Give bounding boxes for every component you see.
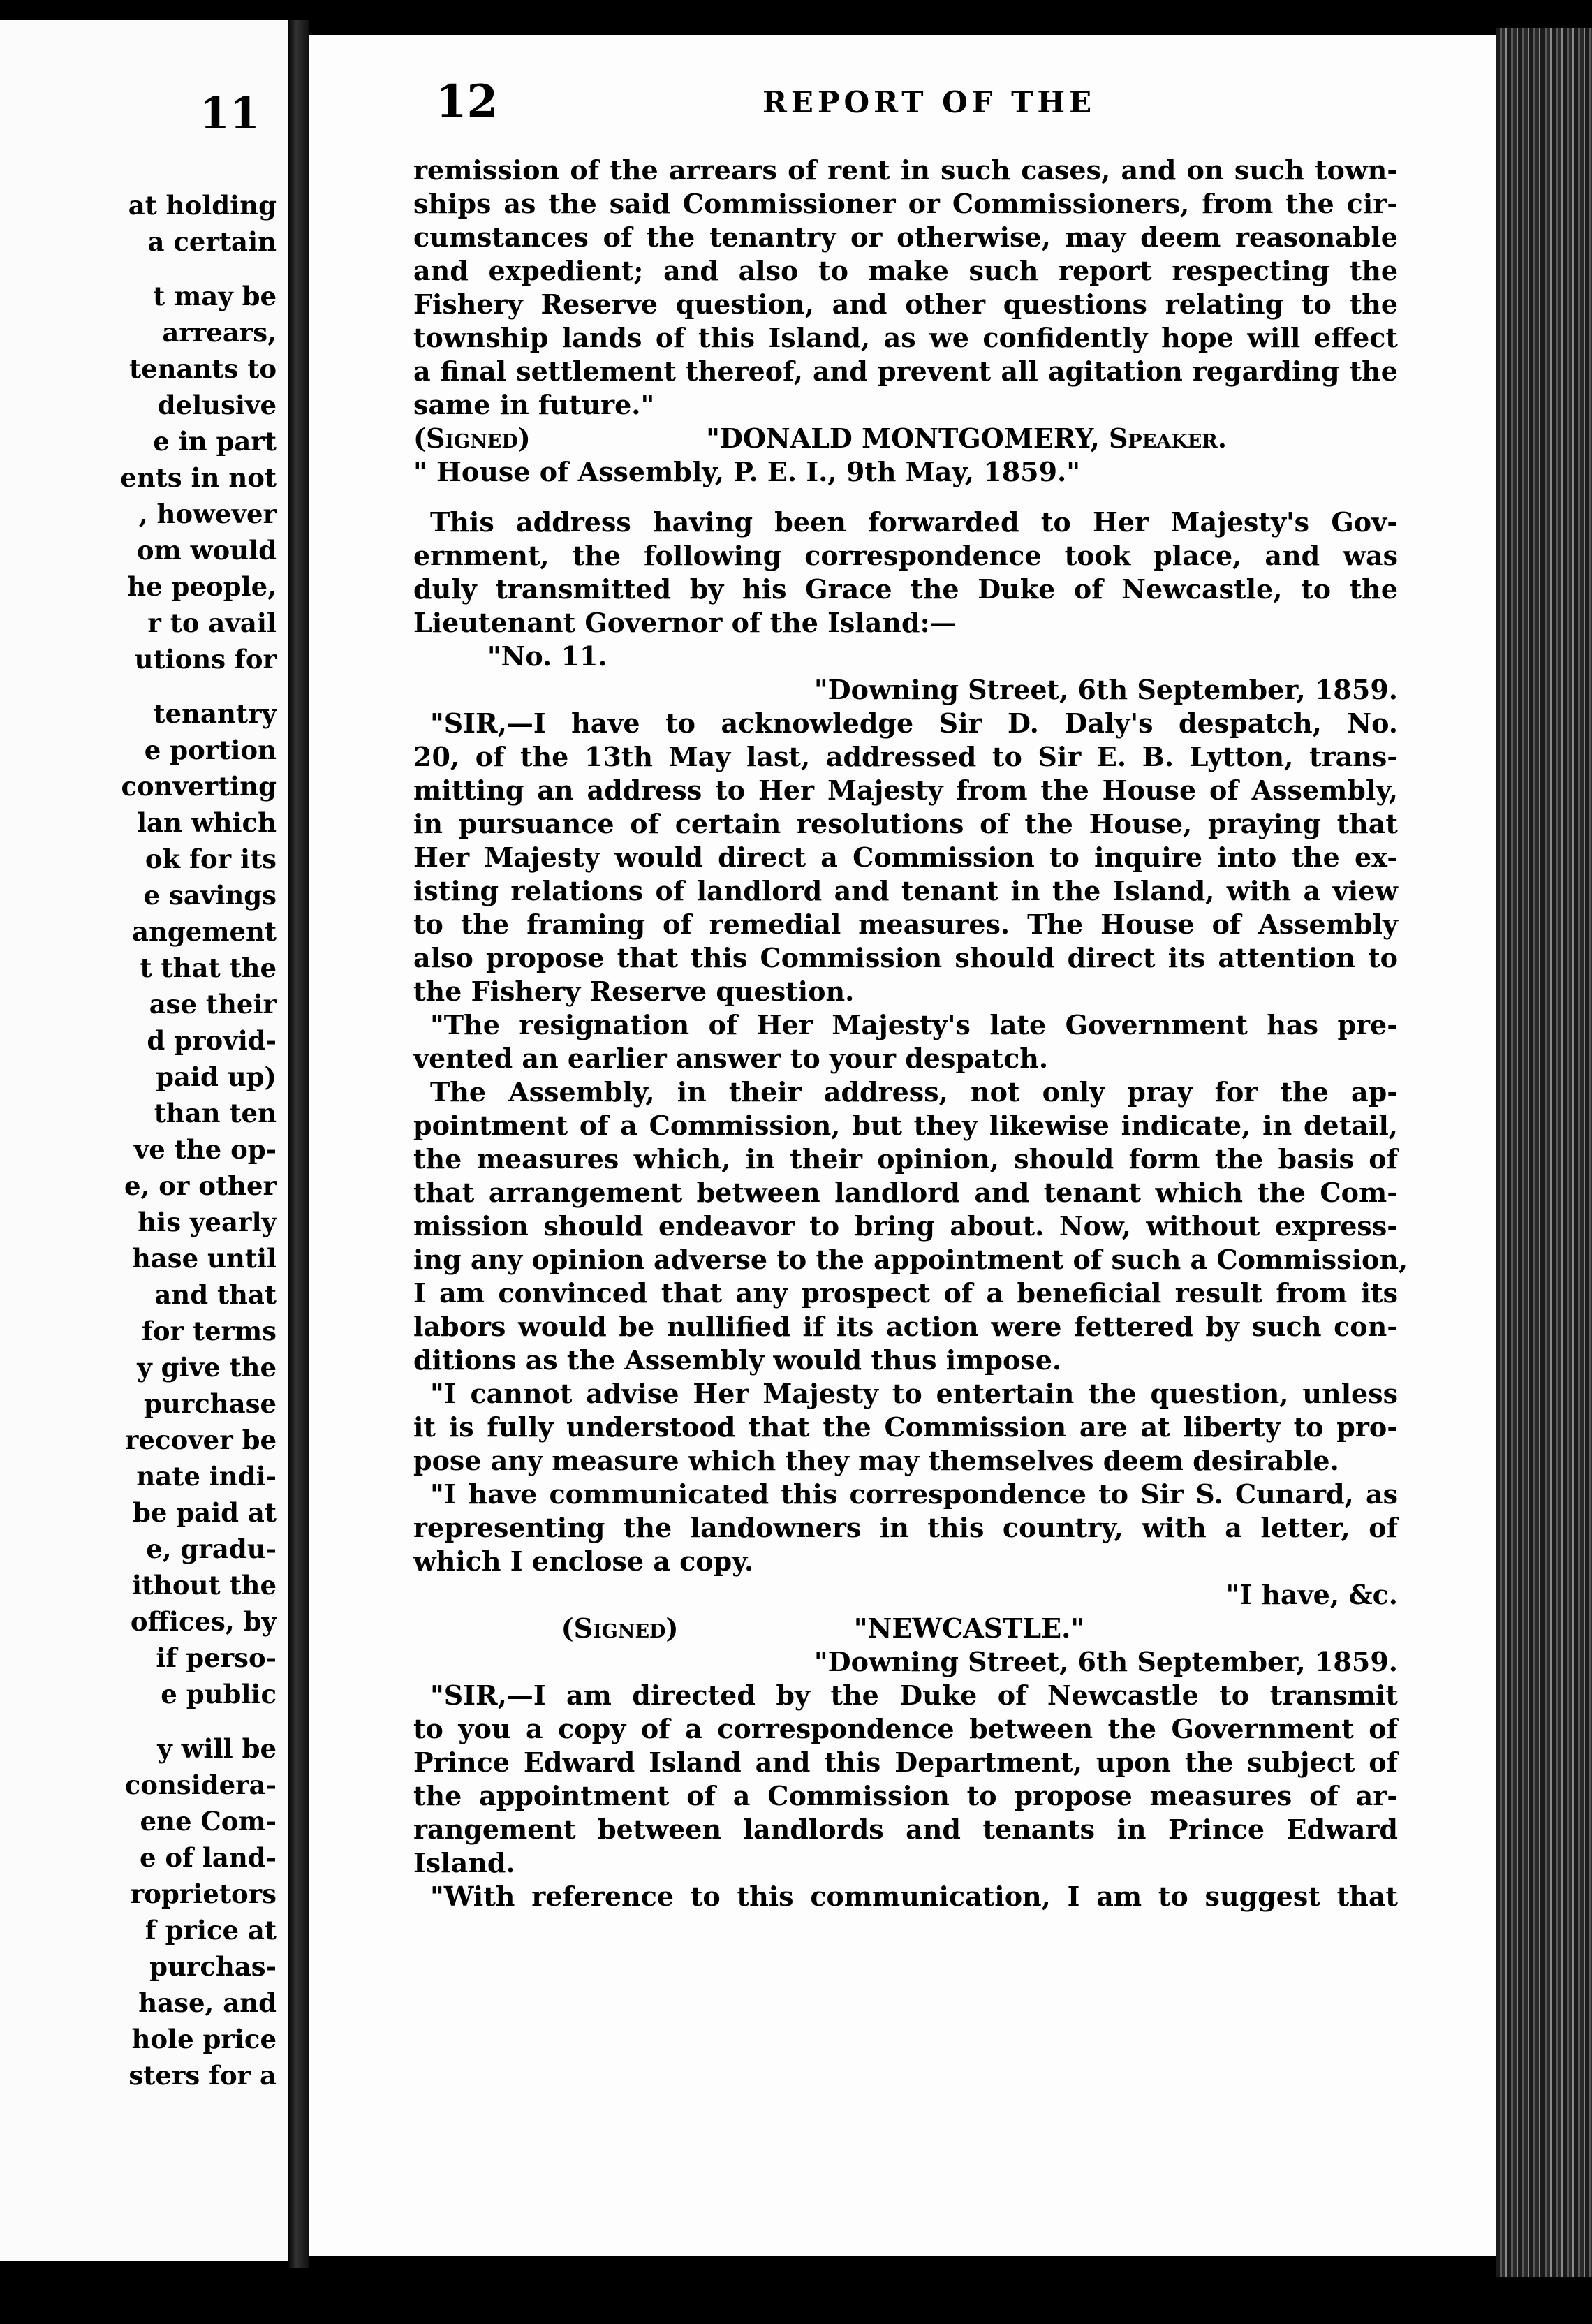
text-line: This address having been forwarded to Her Majesty's Gov- bbox=[430, 506, 1398, 538]
left-text-line: offices, by bbox=[130, 1606, 277, 1637]
text-line: remission of the arrears of rent in such cases, and on such town- bbox=[413, 154, 1398, 186]
left-text-line: ithout the bbox=[131, 1570, 277, 1601]
text-line: and expedient; and also to make such report respecting the bbox=[413, 255, 1398, 286]
line-gap bbox=[0, 1712, 277, 1730]
text-line: "The resignation of Her Majesty's late Government has pre- bbox=[430, 1009, 1398, 1040]
text-line: the appointment of a Commission to propose measures of ar- bbox=[413, 1780, 1398, 1811]
left-text-line: ents in not bbox=[120, 462, 277, 493]
text-line: Fishery Reserve question, and other questions relating to the bbox=[413, 288, 1398, 320]
book-edge bbox=[1496, 28, 1592, 2277]
text-line: mission should endeavor to bring about. Now, without express- bbox=[413, 1210, 1398, 1242]
text-line: representing the landowners in this country, with a letter, of bbox=[413, 1512, 1398, 1543]
text-line: to you a copy of a correspondence between the Government of bbox=[413, 1713, 1398, 1744]
left-page bbox=[0, 20, 292, 2261]
left-text-line: e, or other bbox=[124, 1170, 277, 1201]
text-line: also propose that this Commission should direct its attention to bbox=[413, 942, 1398, 973]
text-line: "I have, &c. bbox=[1225, 1579, 1398, 1610]
left-text-line: e portion bbox=[144, 735, 277, 765]
left-text-line: e public bbox=[161, 1679, 277, 1709]
left-text-line: hole price bbox=[131, 2024, 277, 2054]
left-text-line: purchas- bbox=[149, 1951, 277, 1982]
book-gutter bbox=[288, 20, 309, 2268]
text-line: the measures which, in their opinion, should form the basis of bbox=[413, 1143, 1398, 1175]
left-page-text bbox=[0, 187, 277, 2094]
text-line: "I cannot advise Her Majesty to entertain the question, unless bbox=[430, 1378, 1398, 1409]
left-text-line: nate indi- bbox=[136, 1461, 277, 1492]
left-text-line: for terms bbox=[141, 1316, 277, 1346]
left-text-line: considera- bbox=[124, 1770, 277, 1800]
left-text-line: and that bbox=[154, 1279, 277, 1310]
left-text-line: his yearly bbox=[138, 1207, 277, 1237]
left-text-line: ene Com- bbox=[140, 1806, 277, 1837]
left-text-line: hase, and bbox=[138, 1987, 277, 2018]
left-text-line: t that the bbox=[140, 953, 277, 983]
text-line: pointment of a Commission, but they likewise indicate, in detail, bbox=[413, 1110, 1398, 1141]
text-line: (Signed) "DONALD MONTGOMERY, Speaker. bbox=[413, 422, 1227, 454]
text-line: Lieutenant Governor of the Island:— bbox=[413, 607, 957, 638]
text-line: "SIR,—I am directed by the Duke of Newcastle to transmit bbox=[430, 1679, 1398, 1711]
left-text-line: if perso- bbox=[156, 1642, 277, 1673]
running-head: REPORT OF THE bbox=[762, 85, 1096, 119]
text-line: The Assembly, in their address, not only pray for the ap- bbox=[430, 1076, 1398, 1108]
text-line: 20, of the 13th May last, addressed to Sir E. B. Lytton, trans- bbox=[413, 741, 1398, 772]
text-line: duly transmitted by his Grace the Duke of Newcastle, to the bbox=[413, 573, 1398, 605]
text-line: labors would be nullified if its action were fettered by such con- bbox=[413, 1311, 1398, 1342]
left-text-line: tenantry bbox=[153, 698, 277, 729]
left-text-line: converting bbox=[121, 771, 277, 802]
left-text-line: ve the op- bbox=[133, 1134, 277, 1165]
left-text-line: t may be bbox=[153, 281, 277, 311]
text-line: ernment, the following correspondence took place, and was bbox=[413, 540, 1398, 571]
text-line: mitting an address to Her Majesty from the House of Assembly, bbox=[413, 774, 1398, 806]
text-line: Her Majesty would direct a Commission to inquire into the ex- bbox=[413, 841, 1398, 873]
line-gap bbox=[0, 260, 277, 278]
left-text-line: sters for a bbox=[128, 2060, 277, 2091]
left-text-line: om would bbox=[136, 535, 277, 566]
left-text-line: d provid- bbox=[147, 1025, 277, 1056]
text-line: that arrangement between landlord and tenant which the Com- bbox=[413, 1177, 1398, 1208]
left-text-line: utions for bbox=[134, 644, 277, 675]
main-page bbox=[309, 35, 1496, 2256]
text-line: Island. bbox=[413, 1847, 515, 1878]
left-text-line: purchase bbox=[143, 1388, 277, 1419]
left-text-line: hase until bbox=[131, 1243, 277, 1274]
text-line: it is fully understood that the Commission are at liberty to pro- bbox=[413, 1411, 1398, 1443]
text-line: (Signed) "NEWCASTLE." bbox=[413, 1612, 1085, 1644]
left-text-line: , however bbox=[138, 499, 277, 529]
left-text-line: a certain bbox=[147, 226, 277, 257]
text-line: "No. 11. bbox=[413, 640, 607, 672]
left-text-line: y will be bbox=[157, 1733, 277, 1764]
line-gap bbox=[0, 677, 277, 696]
left-text-line: tenants to bbox=[129, 353, 277, 384]
text-line: a final settlement thereof, and prevent all agitation regarding the bbox=[413, 355, 1398, 387]
text-line: ditions as the Assembly would thus impose. bbox=[413, 1344, 1062, 1376]
left-text-line: at holding bbox=[128, 190, 277, 221]
left-text-line: angement bbox=[132, 916, 277, 947]
left-text-line: be paid at bbox=[132, 1497, 277, 1528]
left-text-line: arrears, bbox=[162, 317, 277, 348]
page-number: 12 bbox=[436, 75, 499, 128]
text-line: ships as the said Commissioner or Commissioners, from the cir- bbox=[413, 188, 1398, 219]
text-line: ing any opinion adverse to the appointment of such a Commission, bbox=[413, 1244, 1408, 1275]
left-text-line: e, gradu- bbox=[146, 1534, 277, 1564]
text-line: township lands of this Island, as we confidently hope will effect bbox=[413, 322, 1398, 353]
text-line: the Fishery Reserve question. bbox=[413, 976, 855, 1007]
text-line: rangement between landlords and tenants in Prince Edward bbox=[413, 1814, 1398, 1845]
left-text-line: recover be bbox=[124, 1425, 277, 1455]
text-line: I am convinced that any prospect of a beneficial result from its bbox=[413, 1277, 1398, 1309]
left-text-line: r to avail bbox=[147, 608, 277, 638]
left-text-line: e of land- bbox=[139, 1842, 277, 1873]
text-line: "Downing Street, 6th September, 1859. bbox=[813, 674, 1398, 705]
text-line: pose any measure which they may themselves deem desirable. bbox=[413, 1445, 1339, 1476]
text-line: in pursuance of certain resolutions of the House, praying that bbox=[413, 808, 1398, 839]
left-text-line: delusive bbox=[157, 390, 277, 420]
text-line: same in future." bbox=[413, 389, 655, 420]
text-line: isting relations of landlord and tenant in the Island, with a view bbox=[413, 875, 1398, 906]
text-line: which I enclose a copy. bbox=[413, 1545, 754, 1577]
text-line: "With reference to this communication, I am to suggest that bbox=[430, 1881, 1398, 1912]
left-text-line: than ten bbox=[154, 1098, 277, 1128]
left-text-line: f price at bbox=[145, 1915, 277, 1946]
left-text-line: ok for its bbox=[145, 844, 277, 874]
text-line: to the framing of remedial measures. The House of Assembly bbox=[413, 909, 1398, 940]
left-text-line: ase their bbox=[149, 989, 277, 1020]
left-text-line: lan which bbox=[136, 807, 277, 838]
left-text-line: e in part bbox=[153, 426, 277, 457]
left-text-line: paid up) bbox=[156, 1061, 277, 1092]
left-text-line: e savings bbox=[143, 880, 277, 911]
text-line: "Downing Street, 6th September, 1859. bbox=[813, 1646, 1398, 1677]
left-text-line: he people, bbox=[127, 571, 277, 602]
text-line: vented an earlier answer to your despatch. bbox=[413, 1043, 1049, 1074]
text-line: cumstances of the tenantry or otherwise, may deem reasonable bbox=[413, 221, 1398, 253]
body-text bbox=[413, 154, 1408, 1913]
paragraph-gap bbox=[413, 489, 1398, 506]
text-line: Prince Edward Island and this Department, upon the subject of bbox=[413, 1746, 1398, 1778]
text-line: "SIR,—I have to acknowledge Sir D. Daly's despatch, No. bbox=[430, 707, 1398, 739]
left-text-line: y give the bbox=[137, 1352, 277, 1383]
text-line: " House of Assembly, P. E. I., 9th May, 1859." bbox=[413, 456, 1081, 487]
left-text-line: roprietors bbox=[130, 1878, 277, 1909]
text-line: "I have communicated this correspondence to Sir S. Cunard, as bbox=[430, 1478, 1398, 1510]
left-page-number: 11 bbox=[199, 88, 260, 139]
